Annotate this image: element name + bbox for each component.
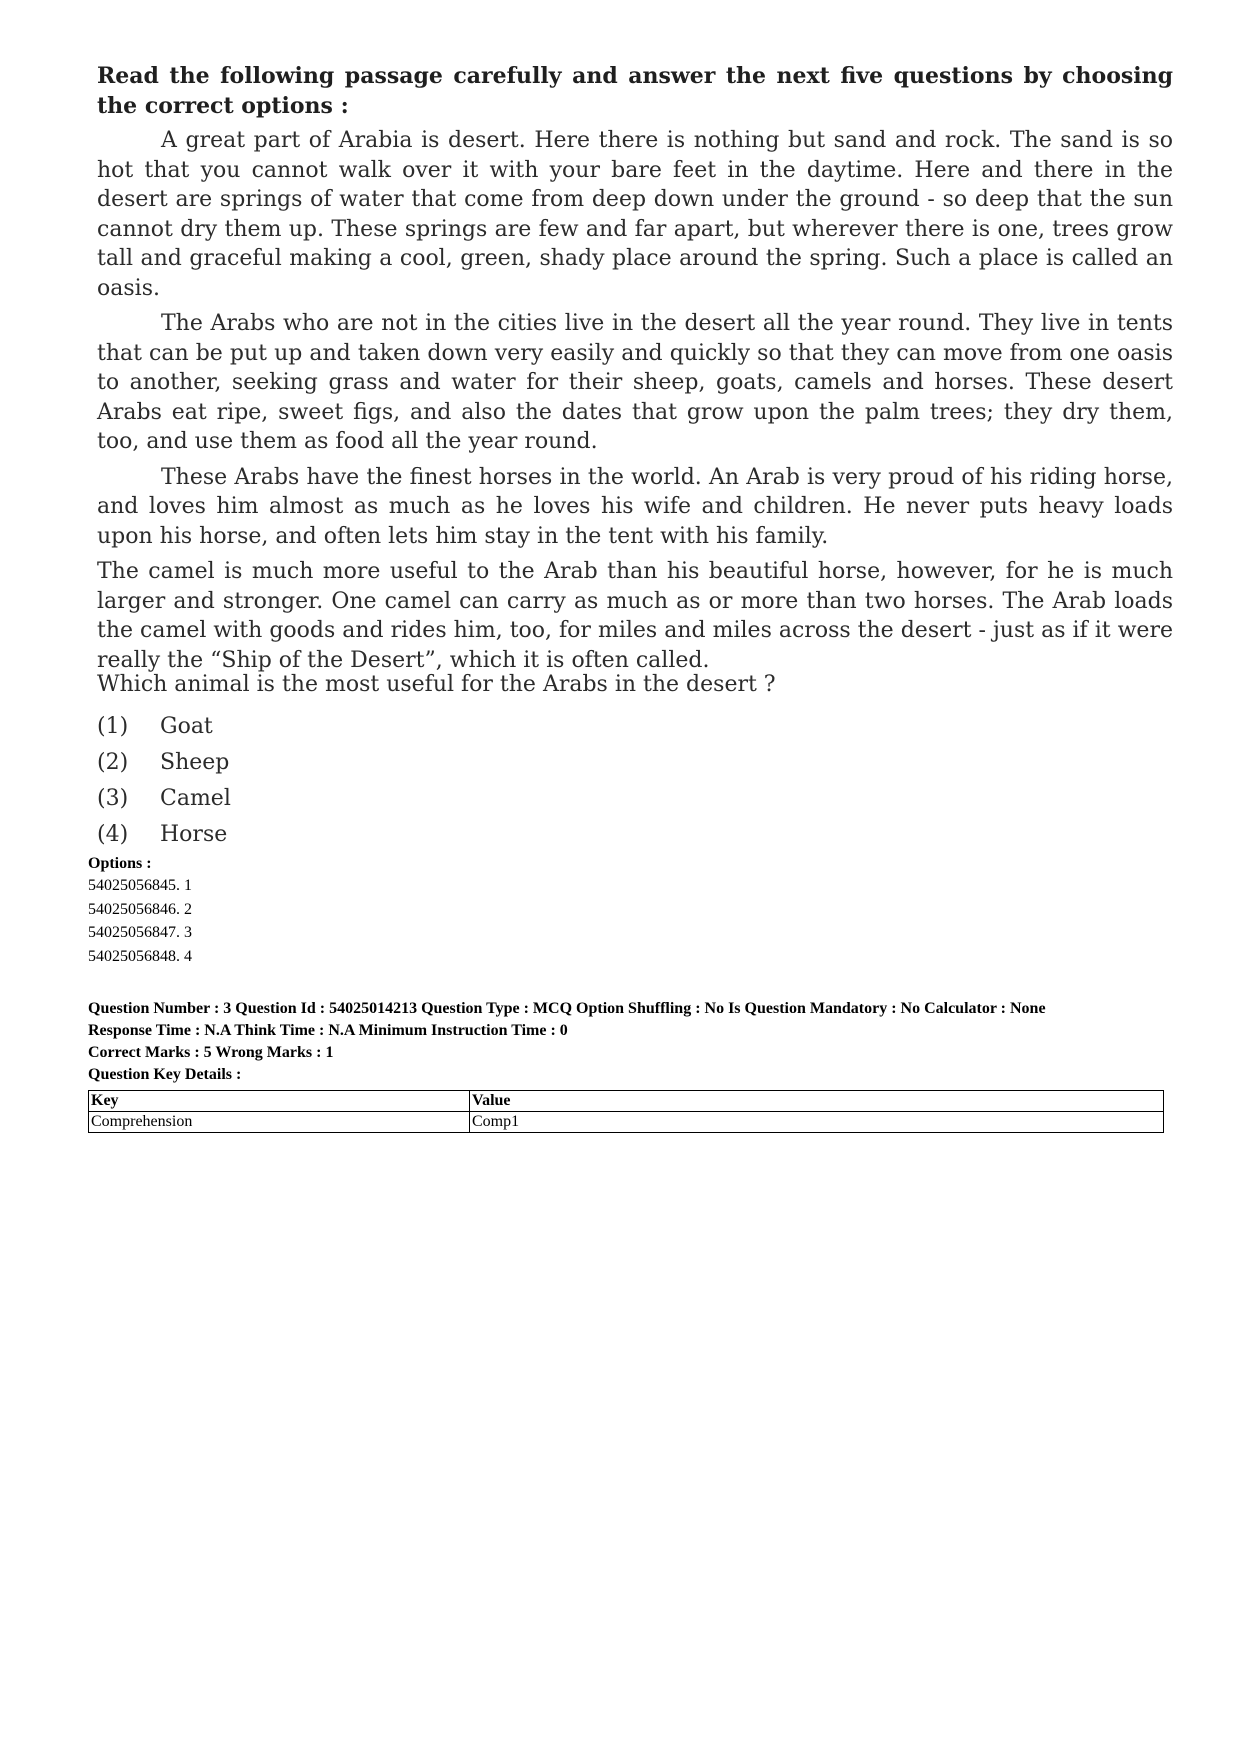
options-label: Options : — [88, 855, 152, 872]
passage-paragraph: A great part of Arabia is desert. Here there is nothing but sand and rock. The sand is so hot that you cannot walk over it with your bare feet in the daytime. Here and there in the desert are springs of water that come from deep down under the ground - so deep that the sun cannot dry them up. These springs are few and far apart, but wherever there is one, trees grow tall and graceful making a cool, green, shady place around the spring. Such a place is called an oasis. — [97, 128, 1173, 301]
question-metadata — [88, 853, 1164, 1133]
question-info-line: Response Time : N.A Think Time : N.A Minimum Instruction Time : 0 — [88, 1022, 568, 1039]
question-info — [88, 998, 1164, 1086]
option-id-row: 54025056848. 4 — [88, 947, 192, 965]
question-block — [97, 670, 1173, 852]
choice-label: Horse — [160, 821, 228, 847]
option-id-row: 54025056846. 2 — [88, 900, 192, 918]
question-key-table — [88, 1090, 1164, 1133]
choice-label: Goat — [160, 713, 213, 739]
answer-choice — [97, 708, 1173, 744]
passage-heading: Read the following passage carefully and answer the next five questions by choosing the correct options : — [97, 63, 1173, 119]
passage-paragraph: These Arabs have the finest horses in the world. An Arab is very proud of his riding horse, and loves him almost as much as he loves his wife and children. He never puts heavy loads upon his horse, and often lets him stay in the tent with his family. — [97, 464, 1173, 549]
passage-paragraph: The Arabs who are not in the cities live in the desert all the year round. They live in tents that can be put up and taken down very easily and quickly so that they can move from one oasis to another, seeking grass and water for their sheep, goats, camels and horses. These desert Arabs eat ripe, sweet figs, and also the dates that grow upon the palm trees; they dry them, too, and use them as food all the year round. — [97, 311, 1173, 454]
table-cell-key: Comprehension — [89, 1112, 470, 1133]
answer-choice — [97, 744, 1173, 780]
table-row — [89, 1112, 1164, 1133]
comprehension-passage — [97, 62, 1173, 675]
choice-number: (1) — [97, 713, 129, 739]
question-key-details-label: Question Key Details : — [88, 1066, 242, 1083]
choice-label: Camel — [160, 785, 231, 811]
table-header-row — [89, 1091, 1164, 1112]
passage-paragraph: The camel is much more useful to the Arab than his beautiful horse, however, for he is much larger and stronger. One camel can carry as much as or more than two horses. The Arab loads the camel with goods and rides him, too, for miles and miles across the desert - just as if it were really the “Ship of the Desert”, which it is often called. — [97, 559, 1173, 673]
question-info-line: Correct Marks : 5 Wrong Marks : 1 — [88, 1044, 334, 1061]
option-id-row: 54025056847. 3 — [88, 924, 192, 941]
table-header-key: Key — [89, 1091, 470, 1112]
choice-number: (3) — [97, 785, 129, 811]
choice-number: (2) — [97, 749, 129, 775]
choice-label: Sheep — [160, 749, 230, 775]
question-text: Which animal is the most useful for the Arabs in the desert ? — [97, 672, 776, 697]
answer-choice — [97, 816, 1173, 852]
table-header-value: Value — [470, 1091, 1164, 1112]
choice-number: (4) — [97, 821, 129, 847]
answer-choice — [97, 780, 1173, 816]
option-id-row: 54025056845. 1 — [88, 877, 192, 894]
question-info-line: Question Number : 3 Question Id : 54025014213 Question Type : MCQ Option Shuffling : No Is Question Mandatory : No Calculator : None — [88, 1000, 1046, 1017]
table-cell-value: Comp1 — [470, 1112, 1164, 1133]
